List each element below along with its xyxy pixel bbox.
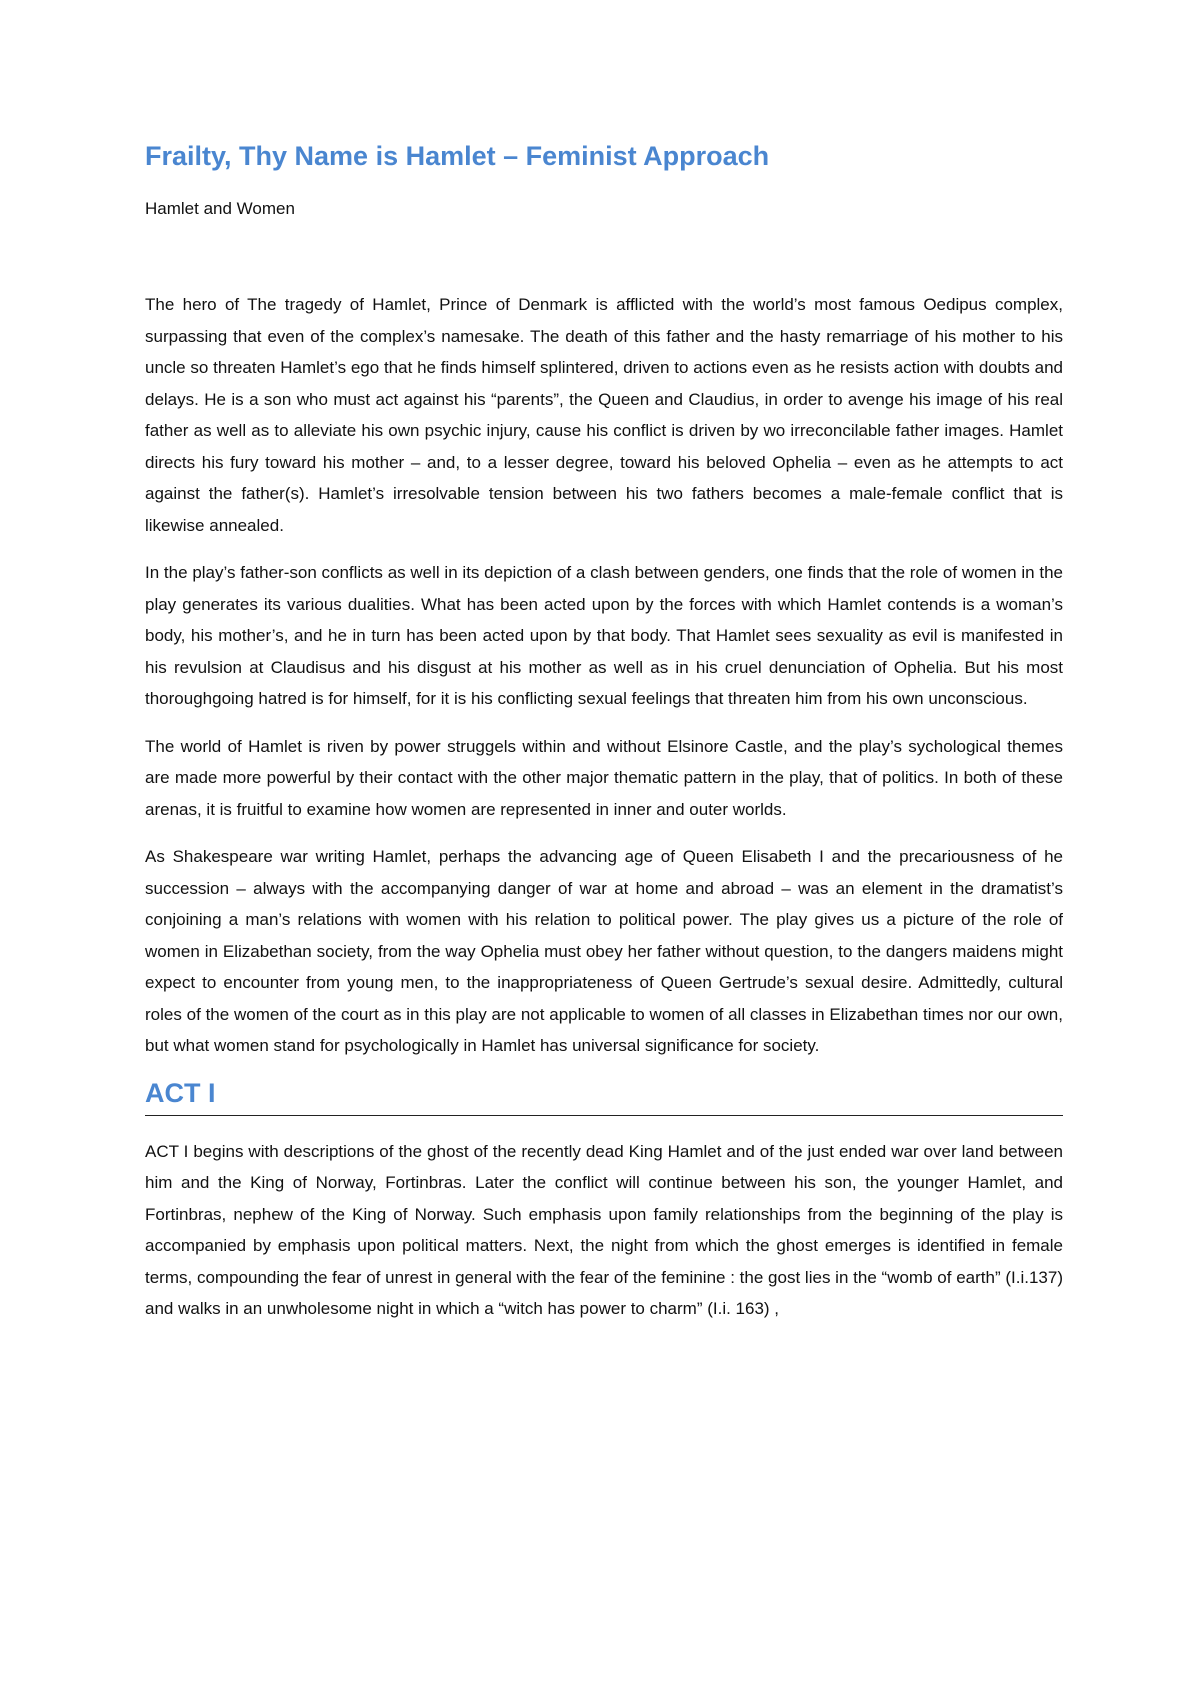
document-page (145, 140, 1063, 1325)
body-paragraph-3: The world of Hamlet is riven by power struggels within and without Elsinore Castle, and the play’s sychological themes are made more powerful by their contact with the other major thematic pattern in the play, that of politics. In both of these arenas, it is fruitful to examine how women are represented in inner and outer worlds. (145, 736, 1063, 819)
body-paragraph-2: In the play’s father-son conflicts as well in its depiction of a clash between genders, one finds that the role of women in the play generates its various dualities. What has been acted upon by the forces with which Hamlet contends is a woman’s body, his mother’s, and he in turn has been acted upon by that body. That Hamlet sees sexuality as evil is manifested in his revulsion at Claudisus and his disgust at his mother as well as in his cruel denunciation of Ophelia. But his most thoroughgoing hatred is for himself, for it is his conflicting sexual feelings that threaten him from his own unconscious. (145, 563, 1063, 709)
body-paragraph-1: The hero of The tragedy of Hamlet, Prince of Denmark is afflicted with the world’s most famous Oedipus complex, surpassing that even of the complex’s namesake. The death of this father and the hasty remarriage of his mother to his uncle so threaten Hamlet’s ego that he finds himself splintered, driven to actions even as he resists action with doubts and delays. He is a son who must act against his “parents”, the Queen and Claudius, in order to avenge his image of his real father as well as to alleviate his own psychic injury, cause his conflict is driven by wo irreconcilable father images. Hamlet directs his fury toward his mother – and, to a lesser degree, toward his beloved Ophelia – even as he attempts to act against the father(s). Hamlet’s irresolvable tension between his two fathers becomes a male-female conflict that is likewise annealed. (145, 295, 1063, 535)
body-paragraph-4: As Shakespeare war writing Hamlet, perhaps the advancing age of Queen Elisabeth I and the precariousness of he succession – always with the accompanying danger of war at home and abroad – was an element in the dramatist’s conjoining a man’s relations with women with his relation to political power. The play gives us a picture of the role of women in Elizabethan society, from the way Ophelia must obey her father without question, to the dangers maidens might expect to encounter from young men, to the inappropriateness of Queen Gertrude’s sexual desire. Admittedly, cultural roles of the women of the court as in this play are not applicable to women of all classes in Elizabethan times nor our own, but what women stand for psychologically in Hamlet has universal significance for society. (145, 847, 1063, 1056)
section-heading-act-1: ACT I (145, 1076, 1063, 1116)
document-subtitle: Hamlet and Women (145, 199, 295, 219)
act-1-paragraph: ACT I begins with descriptions of the ghost of the recently dead King Hamlet and of the just ended war over land between him and the King of Norway, Fortinbras. Later the conflict will continue between his son, the younger Hamlet, and Fortinbras, nephew of the King of Norway. Such emphasis upon family relationships from the beginning of the play is accompanied by emphasis upon political matters. Next, the night from which the ghost emerges is identified in female terms, compounding the fear of unrest in general with the fear of the feminine : the gost lies in the “womb of earth” (I.i.137) and walks in an unwholesome night in which a “witch has power to charm” (I.i. 163) , (145, 1141, 1063, 1319)
document-title: Frailty, Thy Name is Hamlet – Feminist Approach (145, 141, 770, 171)
